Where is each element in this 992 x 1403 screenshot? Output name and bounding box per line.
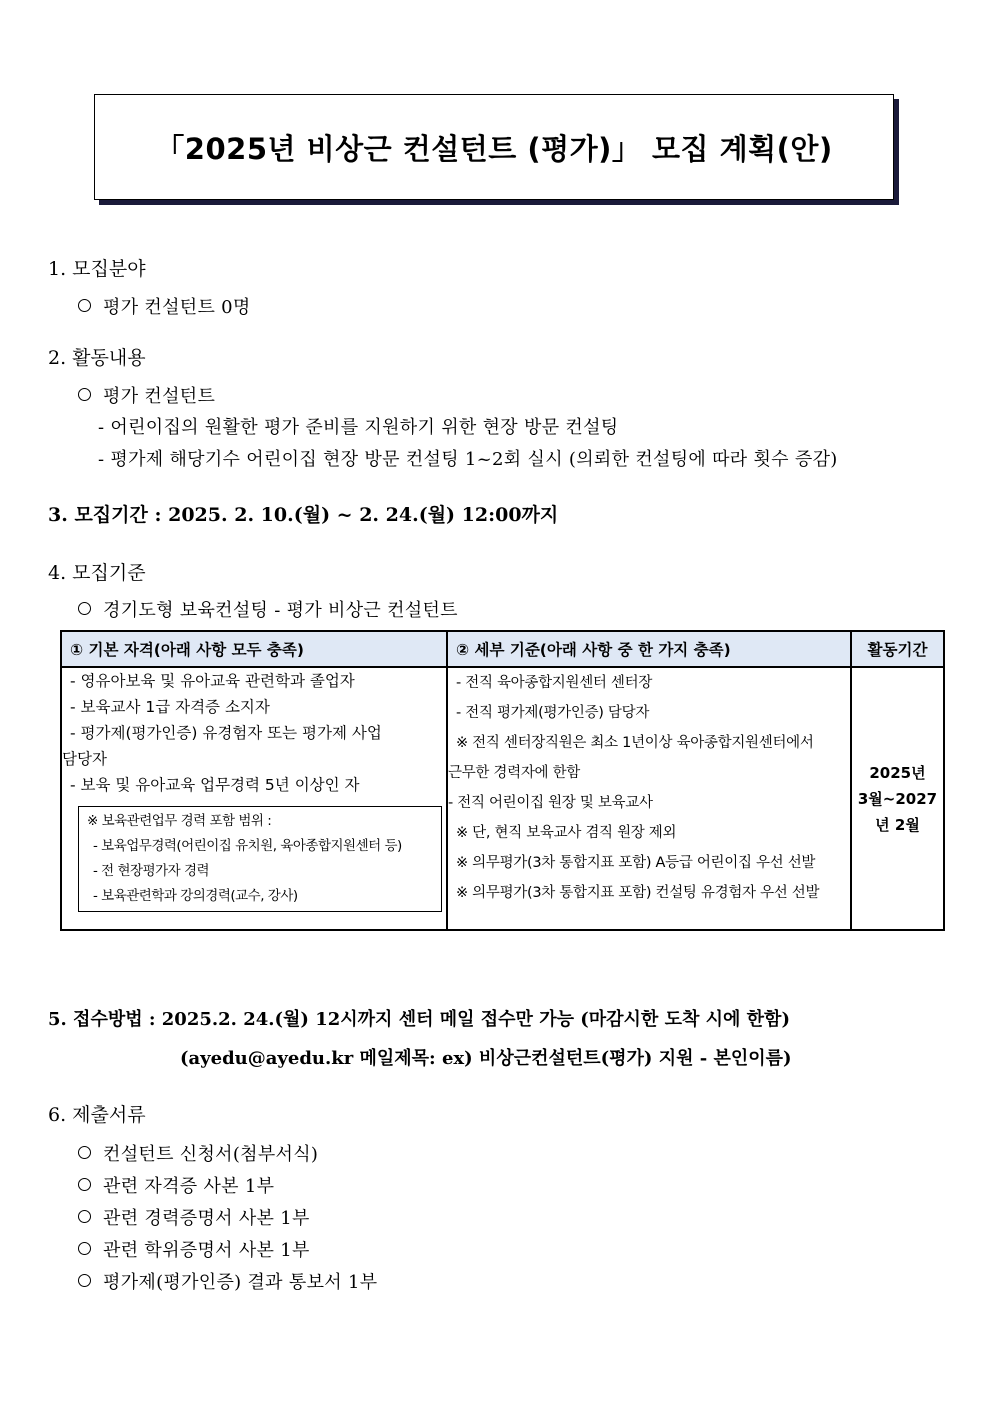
period-line: 년 2월	[875, 815, 920, 834]
header-basic-qualification: ① 기본 자격(아래 사항 모두 충족)	[61, 631, 447, 667]
circle-bullet-icon	[78, 1210, 91, 1223]
item-text: 컨설턴트 신청서(첨부서식)	[103, 1144, 319, 1165]
scope-line: - 보육관련학과 강의경력(교수, 강사)	[93, 888, 298, 904]
section-4-item	[78, 596, 458, 622]
circle-bullet-icon	[78, 1178, 91, 1191]
scope-line: ※ 보육관련업무 경력 포함 범위 :	[87, 813, 272, 829]
list-item: - 보육 및 유아교육 업무경력 5년 이상인 자	[70, 776, 360, 794]
basic-qualification-cell	[61, 667, 447, 930]
list-item: - 영유아보육 및 유아교육 관련학과 졸업자	[70, 672, 355, 690]
list-item: ※ 전직 센터장직원은 최소 1년이상 육아종합지원센터에서	[456, 735, 814, 751]
section-5-email-line: (ayedu@ayedu.kr 메일제목: ex) 비상근컨설턴트(평가) 지원 - 본인이름)	[180, 1048, 792, 1069]
item-text: 경기도형 보육컨설팅 - 평가 비상근 컨설턴트	[103, 600, 458, 621]
list-item: 근무한 경력자에 한함	[448, 765, 580, 781]
list-item: ※ 의무평가(3차 통합지표 포함) 컨설팅 유경험자 우선 선발	[456, 885, 820, 901]
section-4-heading: 4. 모집기준	[48, 562, 146, 584]
list-item: - 평가제(평가인증) 유경험자 또는 평가제 사업	[70, 724, 382, 742]
activity-period-cell	[851, 667, 944, 930]
section-6-item	[78, 1140, 318, 1166]
section-1-item	[78, 293, 251, 319]
section-5-heading: 5. 접수방법 : 2025.2. 24.(월) 12시까지 센터 메일 접수만 가능 (마감시한 도착 시에 한함)	[48, 1009, 790, 1030]
title-box	[94, 94, 894, 200]
page-title: 「2025년 비상근 컨설턴트 (평가)」 모집 계획(안)	[155, 131, 833, 166]
circle-bullet-icon	[78, 1274, 91, 1287]
section-6-heading: 6. 제출서류	[48, 1104, 146, 1126]
circle-bullet-icon	[78, 299, 91, 312]
item-text: 평가 컨설턴트	[103, 386, 216, 407]
header-activity-period: 활동기간	[851, 631, 944, 667]
circle-bullet-icon	[78, 1146, 91, 1159]
section-1-heading: 1. 모집분야	[48, 258, 146, 280]
circle-bullet-icon	[78, 602, 91, 615]
detail-criteria-cell	[447, 667, 851, 930]
header-detail-criteria: ② 세부 기준(아래 사항 중 한 가지 충족)	[447, 631, 851, 667]
list-item: - 보육교사 1급 자격증 소지자	[70, 698, 270, 716]
list-item: ※ 의무평가(3차 통합지표 포함) A등급 어린이집 우선 선발	[456, 855, 816, 871]
career-scope-box	[78, 806, 442, 912]
scope-line: - 전 현장평가자 경력	[93, 863, 210, 879]
scope-line: - 보육업무경력(어린이집 유치원, 육아종합지원센터 등)	[93, 838, 402, 854]
section-2-heading: 2. 활동내용	[48, 347, 146, 369]
item-text: 평가 컨설턴트 0명	[103, 297, 251, 318]
section-2-sub-1: - 어린이집의 원활한 평가 준비를 지원하기 위한 현장 방문 컨설팅	[98, 417, 619, 438]
item-text: 평가제(평가인증) 결과 통보서 1부	[103, 1272, 378, 1293]
section-6-item	[78, 1236, 310, 1262]
circle-bullet-icon	[78, 1242, 91, 1255]
criteria-table	[60, 630, 945, 931]
item-text: 관련 학위증명서 사본 1부	[103, 1240, 310, 1261]
circle-bullet-icon	[78, 388, 91, 401]
item-text: 관련 자격증 사본 1부	[103, 1176, 275, 1197]
list-item: - 전직 육아종합지원센터 센터장	[456, 675, 653, 691]
list-item: ※ 단, 현직 보육교사 겸직 원장 제외	[456, 825, 677, 841]
section-3-heading: 3. 모집기간 : 2025. 2. 10.(월) ~ 2. 24.(월) 12:00까지	[48, 504, 559, 526]
period-line: 3월~2027	[857, 789, 938, 808]
list-item: - 전직 평가제(평가인증) 담당자	[456, 705, 650, 721]
section-2-item	[78, 382, 215, 408]
list-item: 담당자	[62, 750, 107, 768]
section-6-item	[78, 1204, 310, 1230]
section-2-sub-2: - 평가제 해당기수 어린이집 현장 방문 컨설팅 1~2회 실시 (의뢰한 컨설팅에 따라 횟수 증감)	[98, 449, 838, 470]
period-line: 2025년	[869, 763, 926, 782]
section-6-item	[78, 1172, 274, 1198]
list-item: - 전직 어린이집 원장 및 보육교사	[448, 795, 653, 811]
item-text: 관련 경력증명서 사본 1부	[103, 1208, 310, 1229]
section-6-item	[78, 1268, 377, 1294]
